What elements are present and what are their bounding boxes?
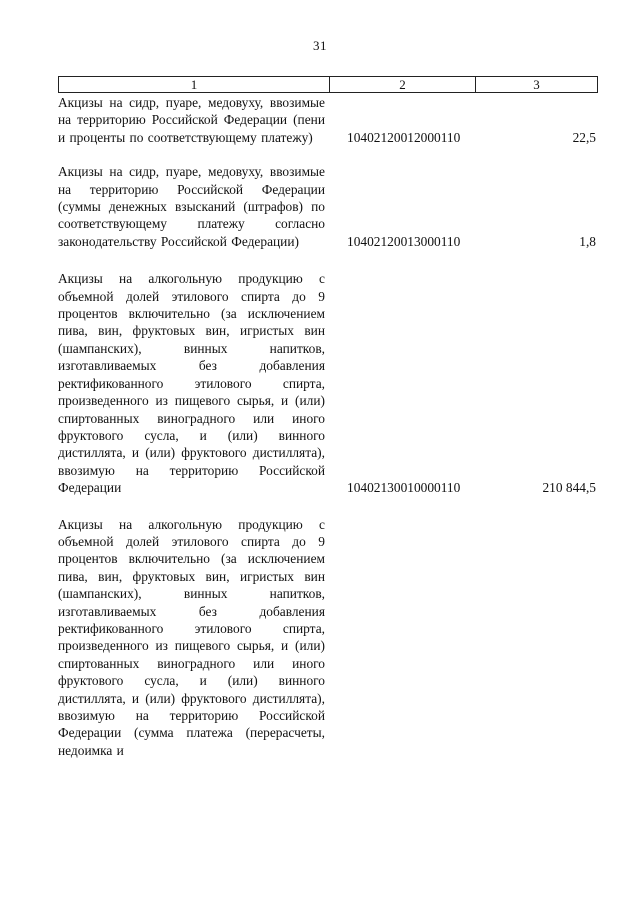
- row-description: Акцизы на алкогольную продукцию с объемной долей этилового спирта до 9 процентов включительно (за исключением пива, вин, фруктовых вин, игристых вин (шампанских), винных напитков, изготавливаемых без добавления ректификованного этилового спирта, произведенного из пищевого сырья, и (или) спиртованных виноградного или иного фруктового сусла, и (или) винного дистиллята, и (или) фруктового дистиллята), ввозимую на территорию Российской Федерации (сумма платежа (перерасчеты, недоимка и: [58, 516, 325, 758]
- table-row: [58, 515, 598, 760]
- table-row: [58, 269, 598, 496]
- row-amount: 1,8: [579, 233, 596, 249]
- page-number: 31: [313, 38, 327, 53]
- budget-table: [58, 76, 598, 759]
- column-header-1: 1: [59, 77, 330, 92]
- row-amount: 22,5: [572, 129, 596, 145]
- column-header-2: 2: [330, 77, 476, 92]
- column-header-3: 3: [533, 77, 540, 92]
- row-description: Акцизы на алкогольную продукцию с объемной долей этилового спирта до 9 процентов включительно (за исключением пива, вин, фруктовых вин, игристых вин (шампанских), винных напитков, изготавливаемых без добавления ректификованного этилового спирта, произведенного из пищевого сырья, и (или) спиртованных виноградного или иного фруктового сусла, и (или) винного дистиллята, и (или) фруктового дистиллята), ввозимую на территорию Российской Федерации: [58, 271, 325, 496]
- row-code: 10402120012000110: [347, 129, 461, 145]
- row-code: 10402130010000110: [347, 480, 461, 496]
- row-description: Акцизы на сидр, пуаре, медовуху, ввозимые на территорию Российской Федерации (пени и проценты по соответствующему платежу): [58, 95, 325, 145]
- table-row: [58, 93, 598, 146]
- row-code: 10402120013000110: [347, 233, 461, 249]
- table-row: [58, 162, 598, 250]
- row-description: Акцизы на сидр, пуаре, медовуху, ввозимые на территорию Российской Федерации (суммы денежных взысканий (штрафов) по соответствующему платежу согласно законодательству Российской Федерации): [58, 164, 325, 249]
- row-amount: 210 844,5: [542, 480, 596, 496]
- table-header-row: [58, 76, 598, 93]
